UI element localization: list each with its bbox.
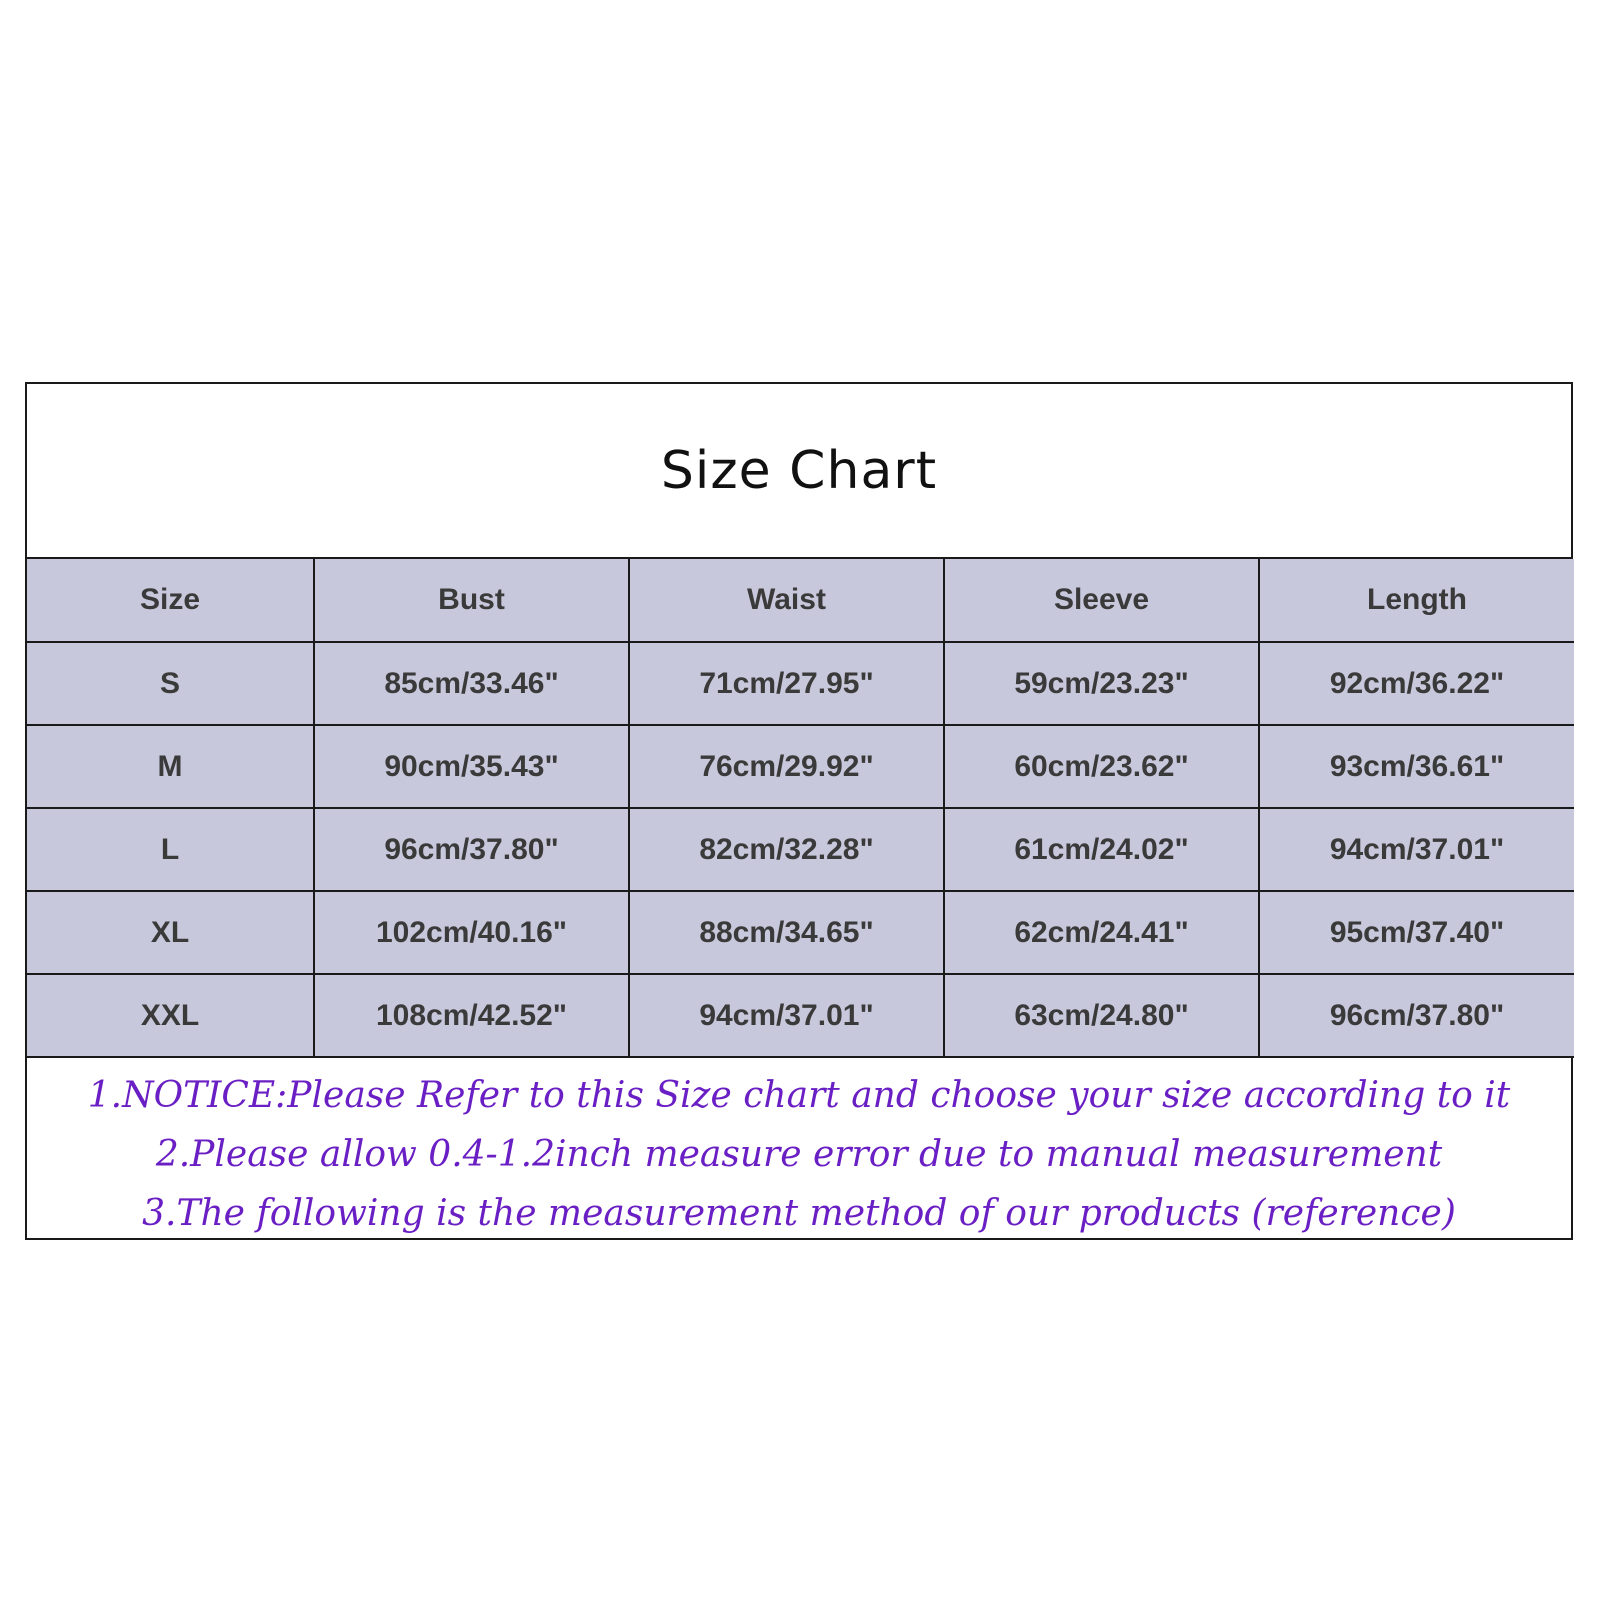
- title-area: [27, 384, 1571, 559]
- cell-waist: 88cm/34.65": [629, 891, 944, 974]
- notes-section: [27, 1058, 1571, 1243]
- cell-bust: 108cm/42.52": [314, 974, 629, 1057]
- note-measurement-method: 3.The following is the measurement method of our products (reference): [142, 1193, 1456, 1234]
- header-sleeve: Sleeve: [944, 559, 1259, 642]
- cell-length: 95cm/37.40": [1259, 891, 1574, 974]
- table-row: [27, 974, 1574, 1057]
- cell-length: 94cm/37.01": [1259, 808, 1574, 891]
- table-header-row: [27, 559, 1574, 642]
- cell-size: S: [27, 642, 314, 725]
- cell-bust: 90cm/35.43": [314, 725, 629, 808]
- cell-bust: 102cm/40.16": [314, 891, 629, 974]
- cell-waist: 71cm/27.95": [629, 642, 944, 725]
- cell-size: XL: [27, 891, 314, 974]
- header-size: Size: [27, 559, 314, 642]
- note-notice: 1.NOTICE:Please Refer to this Size chart and choose your size according to it: [87, 1075, 1511, 1116]
- cell-size: M: [27, 725, 314, 808]
- cell-sleeve: 61cm/24.02": [944, 808, 1259, 891]
- cell-sleeve: 59cm/23.23": [944, 642, 1259, 725]
- header-bust: Bust: [314, 559, 629, 642]
- size-chart-frame: [25, 382, 1573, 1240]
- note-measure-error: 2.Please allow 0.4-1.2inch measure error due to manual measurement: [155, 1134, 1443, 1175]
- header-waist: Waist: [629, 559, 944, 642]
- cell-size: XXL: [27, 974, 314, 1057]
- table-row: [27, 808, 1574, 891]
- cell-size: L: [27, 808, 314, 891]
- header-length: Length: [1259, 559, 1574, 642]
- cell-bust: 96cm/37.80": [314, 808, 629, 891]
- cell-sleeve: 62cm/24.41": [944, 891, 1259, 974]
- table-row: [27, 725, 1574, 808]
- cell-waist: 82cm/32.28": [629, 808, 944, 891]
- cell-length: 93cm/36.61": [1259, 725, 1574, 808]
- size-table: [27, 559, 1574, 1058]
- cell-sleeve: 63cm/24.80": [944, 974, 1259, 1057]
- table-row: [27, 642, 1574, 725]
- cell-length: 92cm/36.22": [1259, 642, 1574, 725]
- cell-waist: 76cm/29.92": [629, 725, 944, 808]
- cell-length: 96cm/37.80": [1259, 974, 1574, 1057]
- size-chart-title: Size Chart: [660, 440, 938, 501]
- cell-bust: 85cm/33.46": [314, 642, 629, 725]
- cell-waist: 94cm/37.01": [629, 974, 944, 1057]
- table-row: [27, 891, 1574, 974]
- cell-sleeve: 60cm/23.62": [944, 725, 1259, 808]
